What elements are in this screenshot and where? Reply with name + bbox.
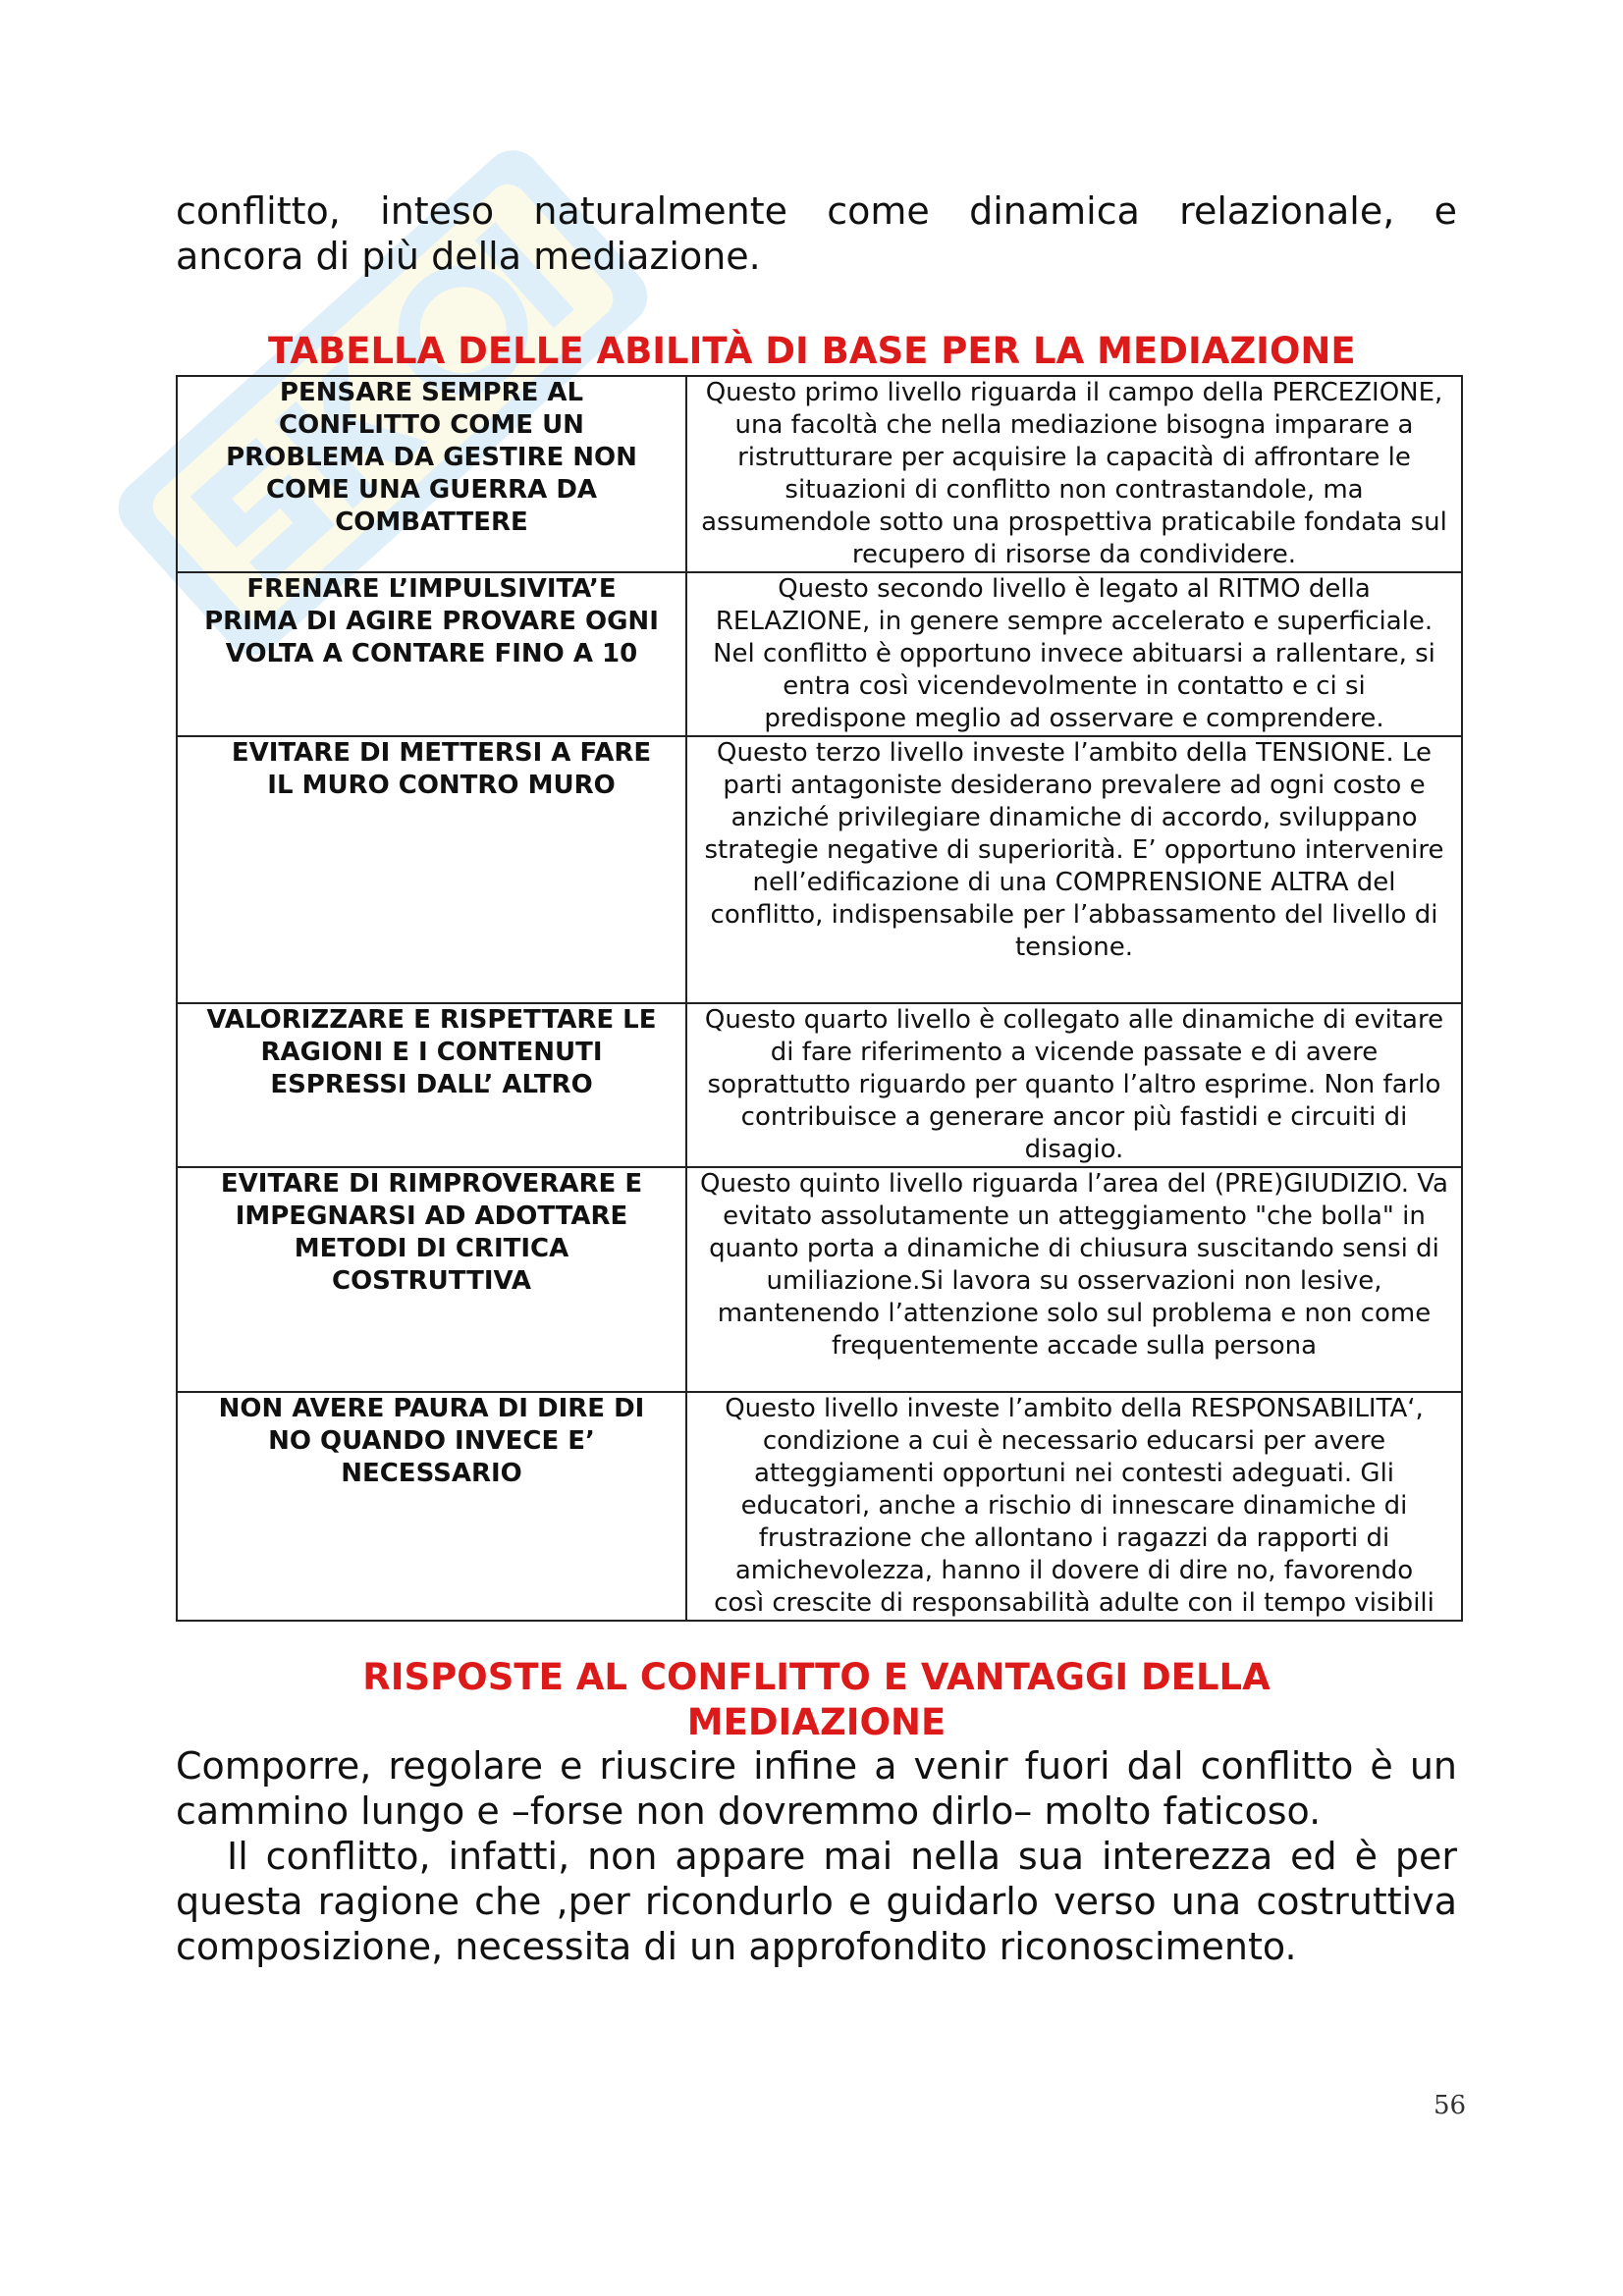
table-row	[177, 1003, 1462, 1167]
intro-word: inteso	[380, 189, 495, 233]
section-heading	[176, 1655, 1457, 1745]
intro-word: naturalmente	[533, 189, 787, 233]
row-description: Questo livello investe l’ambito della RESPONSABILITA‘, condizione a cui è necessario educarsi per avere atteggiamenti opportuni nei contesti adeguati. Gli educatori, anche a rischio di innescare dinamiche di frustrazione che allontano i ragazzi da rapporti di amichevolezza, hanno il dovere di dire no, favorendo così crescite di responsabilità adulte con il tempo visibili	[686, 1392, 1462, 1621]
row-description: Questo primo livello riguarda il campo della PERCEZIONE, una facoltà che nella mediazione bisogna imparare a ristrutturare per acquisire la capacità di affrontare le situazioni di conflitto non contrastandole, ma assumendole sotto una prospettiva praticabile fondata sul recupero di risorse da condividere.	[686, 376, 1462, 572]
row-label: PENSARE SEMPRE AL CONFLITTO COME UN PROBLEMA DA GESTIRE NON COME UNA GUERRA DA COMBATTERE	[177, 376, 686, 572]
section-heading-line-2: MEDIAZIONE	[686, 1701, 947, 1743]
table-row	[177, 1167, 1462, 1392]
section-heading-line-1: RISPOSTE AL CONFLITTO E VANTAGGI DELLA	[362, 1656, 1271, 1698]
intro-word: e	[1434, 189, 1457, 233]
intro-word: come	[827, 189, 930, 233]
row-label: EVITARE DI METTERSI A FARE IL MURO CONTRO MURO	[177, 736, 686, 1003]
intro-word: relazionale,	[1179, 189, 1395, 233]
intro-word: dinamica	[969, 189, 1140, 233]
page-number: 56	[1434, 2091, 1467, 2120]
paragraph-2: Il conflitto, infatti, non appare mai nella sua interezza ed è per questa ragione che ,per ricondurlo e guidarlo verso una costruttiva composizione, necessita di un approfondito riconoscimento.	[176, 1835, 1457, 1968]
row-description: Questo quinto livello riguarda l’area del (PRE)GIUDIZIO. Va evitato assolutamente un atteggiamento "che bolla" in quanto porta a dinamiche di chiusura suscitando sensi di umiliazione.Si lavora su osservazioni non lesive, mantenendo l’attenzione solo sul problema e non come frequentemente accade sulla persona	[686, 1167, 1462, 1392]
intro-line-2: ancora di più della mediazione.	[176, 235, 761, 278]
table-row	[177, 736, 1462, 1003]
row-label: VALORIZZARE E RISPETTARE LE RAGIONI E I CONTENUTI ESPRESSI DALL’ ALTRO	[177, 1003, 686, 1167]
skills-table	[176, 375, 1463, 1622]
body-text	[176, 1743, 1457, 1969]
row-label: EVITARE DI RIMPROVERARE E IMPEGNARSI AD ADOTTARE METODI DI CRITICA COSTRUTTIVA	[177, 1167, 686, 1392]
intro-paragraph	[176, 188, 1457, 279]
row-description: Questo terzo livello investe l’ambito della TENSIONE. Le parti antagoniste desiderano prevalere ad ogni costo e anziché privilegiare dinamiche di accordo, sviluppano strategie negative di superiorità. E’ opportuno intervenire nell’edificazione di una COMPRENSIONE ALTRA del conflitto, indispensabile per l’abbassamento del livello di tensione.	[686, 736, 1462, 1003]
intro-word: conflitto,	[176, 189, 341, 233]
table-row	[177, 376, 1462, 572]
paragraph-1: Comporre, regolare e riuscire infine a venir fuori dal conflitto è un cammino lungo e –forse non dovremmo dirlo– molto faticoso.	[176, 1744, 1457, 1833]
table-row	[177, 572, 1462, 736]
row-label: FRENARE L’IMPULSIVITA’E PRIMA DI AGIRE PROVARE OGNI VOLTA A CONTARE FINO A 10	[177, 572, 686, 736]
intro-line-1	[176, 188, 1457, 234]
row-description: Questo secondo livello è legato al RITMO della RELAZIONE, in genere sempre accelerato e superficiale. Nel conflitto è opportuno invece abituarsi a rallentare, si entra così vicendevolmente in contatto e ci si predispone meglio ad osservare e comprendere.	[686, 572, 1462, 736]
table-heading: TABELLA DELLE ABILITÀ DI BASE PER LA MEDIAZIONE	[268, 330, 1356, 372]
row-label: NON AVERE PAURA DI DIRE DI NO QUANDO INVECE E’ NECESSARIO	[177, 1392, 686, 1621]
table-row	[177, 1392, 1462, 1621]
row-description: Questo quarto livello è collegato alle dinamiche di evitare di fare riferimento a vicende passate e di avere soprattutto riguardo per quanto l’altro esprime. Non farlo contribuisce a generare ancor più fastidi e circuiti di disagio.	[686, 1003, 1462, 1167]
